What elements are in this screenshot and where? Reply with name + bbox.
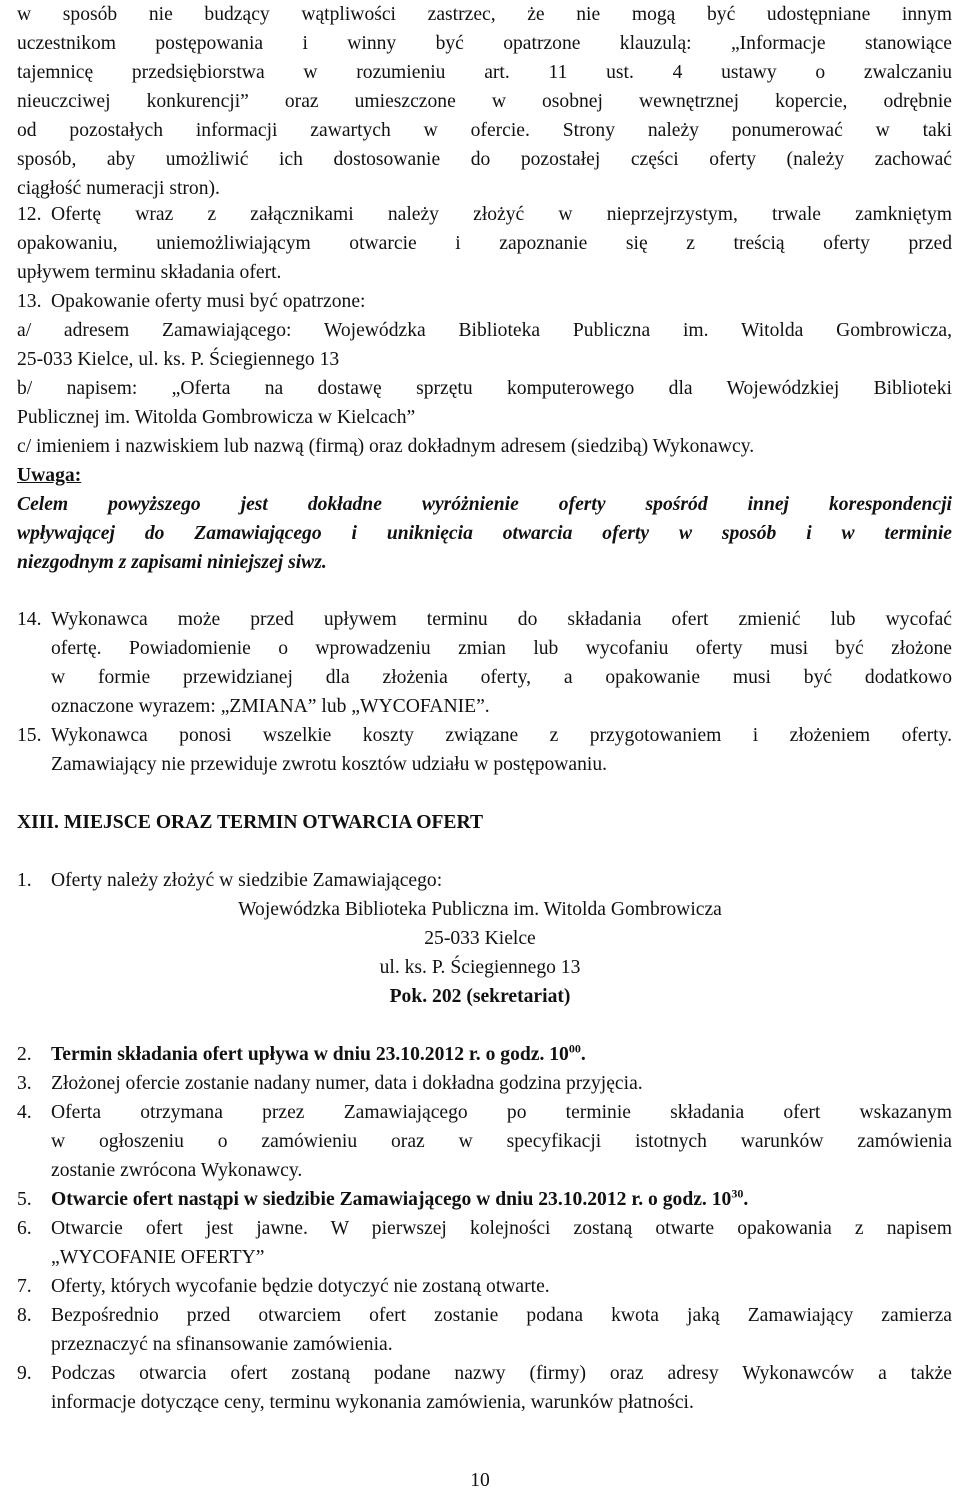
text-line: Wykonawca może przed upływem terminu do składania ofert zmienić lub wycofać	[51, 609, 952, 630]
text-line: nieuczciwej konkurencji” oraz umieszczone w osobnej wewnętrznej kopercie, odrębnie	[17, 91, 952, 112]
list-item-12	[17, 200, 952, 287]
text-line: Opakowanie oferty musi być opatrzone:	[51, 291, 366, 312]
period: .	[743, 1189, 749, 1210]
text-line: Zamawiający nie przewiduje zwrotu kosztów udziału w postępowaniu.	[51, 754, 608, 775]
room-line: Pok. 202 (sekretariat)	[389, 986, 571, 1007]
address-line: a/ adresem Zamawiającego: Wojewódzka Biblioteka Publiczna im. Witolda Gombrowicza,	[17, 320, 952, 341]
item-number: 14.	[17, 609, 42, 630]
text-line: Oferta otrzymana przez Zamawiającego po terminie składania ofert wskazanym	[51, 1102, 952, 1123]
item-number: 9.	[17, 1363, 32, 1384]
continued-paragraph	[17, 0, 952, 203]
text-line: informacje dotyczące ceny, terminu wykonania zamówienia, warunków płatności.	[51, 1392, 694, 1413]
item-number: 1.	[17, 870, 32, 891]
text-line: Oferty należy złożyć w siedzibie Zamawiającego:	[51, 870, 443, 891]
note-label: Uwaga:	[17, 465, 82, 486]
text-line: sposób, aby umożliwić ich dostosowanie do pozostałej części oferty (należy zachować	[17, 149, 952, 170]
item-number: 12.	[17, 204, 42, 225]
page-number: 10	[470, 1470, 490, 1491]
text-line: ciągłość numeracji stron).	[17, 178, 220, 199]
text-line: w ogłoszeniu o zamówieniu oraz w specyfikacji istotnych warunków zamówienia	[51, 1131, 952, 1152]
list-item-13	[17, 287, 952, 577]
text-line: w formie przewidzianej dla złożenia oferty, a opakowanie musi być dodatkowo	[51, 667, 952, 688]
note-line: Celem powyższego jest dokładne wyróżnienie oferty spośród innej korespondencji	[17, 494, 952, 515]
text-line: uczestnikom postępowania i winny być opatrzone klauzulą: „Informacje stanowiące	[17, 33, 952, 54]
item-number: 6.	[17, 1218, 32, 1239]
section-item-3	[17, 1069, 952, 1098]
time-minutes: 30	[731, 1186, 744, 1201]
label-line: Publicznej im. Witolda Gombrowicza w Kielcach”	[17, 407, 416, 428]
text-line: c/ imieniem i nazwiskiem lub nazwą (firmą) oraz dokładnym adresem (siedzibą) Wykonawcy.	[17, 436, 755, 457]
section-heading: XIII. MIEJSCE ORAZ TERMIN OTWARCIA OFERT	[17, 812, 484, 833]
address-line: 25-033 Kielce	[424, 928, 536, 949]
text-line: upływem terminu składania ofert.	[17, 262, 282, 283]
text-line: tajemnicę przedsiębiorstwa w rozumieniu art. 11 ust. 4 ustawy o zwalczaniu	[17, 62, 952, 83]
section-item-5	[17, 1185, 952, 1214]
list-item-15	[17, 721, 952, 779]
text-line: Bezpośrednio przed otwarciem ofert zostanie podana kwota jaką Zamawiający zamierza	[51, 1305, 952, 1326]
address-line: ul. ks. P. Ściegiennego 13	[379, 957, 581, 978]
text-line: ofertę. Powiadomienie o wprowadzeniu zmian lub wycofaniu oferty musi być złożone	[51, 638, 952, 659]
period: .	[580, 1044, 586, 1065]
address-line: Wojewódzka Biblioteka Publiczna im. Witolda Gombrowicza	[238, 899, 722, 920]
section-item-1	[17, 866, 952, 895]
text-line: Złożonej ofercie zostanie nadany numer, data i dokładna godzina przyjęcia.	[51, 1073, 643, 1094]
text-line: Oferty, których wycofanie będzie dotyczyć nie zostaną otwarte.	[51, 1276, 550, 1297]
text-line: od pozostałych informacji zawartych w ofercie. Strony należy ponumerować w taki	[17, 120, 952, 141]
section-item-2	[17, 1040, 952, 1069]
item-number: 8.	[17, 1305, 32, 1326]
item-number: 4.	[17, 1102, 32, 1123]
section-item-7	[17, 1272, 952, 1301]
text-line: opakowaniu, uniemożliwiającym otwarcie i zapoznanie się z treścią oferty przed	[17, 233, 952, 254]
text-line: oznaczone wyrazem: „ZMIANA” lub „WYCOFANIE”.	[51, 696, 490, 717]
text-line: Ofertę wraz z załącznikami należy złożyć w nieprzejrzystym, trwale zamkniętym	[51, 204, 952, 225]
item-number: 13.	[17, 291, 42, 312]
deadline-text: Termin składania ofert upływa w dniu 23.10.2012 r. o godz. 10	[51, 1044, 569, 1065]
item-number: 5.	[17, 1189, 32, 1210]
section-item-8	[17, 1301, 952, 1359]
item-number: 7.	[17, 1276, 32, 1297]
item-number: 3.	[17, 1073, 32, 1094]
section-item-4	[17, 1098, 952, 1185]
item-number: 15.	[17, 725, 42, 746]
text-line: Wykonawca ponosi wszelkie koszty związane z przygotowaniem i złożeniem oferty.	[51, 725, 952, 746]
label-line: b/ napisem: „Oferta na dostawę sprzętu komputerowego dla Wojewódzkiej Biblioteki	[17, 378, 952, 399]
time-minutes: 00	[568, 1041, 581, 1056]
address-line: 25-033 Kielce, ul. ks. P. Ściegiennego 13	[17, 349, 340, 370]
text-line: przeznaczyć na sfinansowanie zamówienia.	[51, 1334, 393, 1355]
section-item-9	[17, 1359, 952, 1417]
note-line: niezgodnym z zapisami niniejszej siwz.	[17, 552, 327, 573]
list-item-14	[17, 605, 952, 721]
text-line: Otwarcie ofert jest jawne. W pierwszej kolejności zostaną otwarte opakowania z napisem	[51, 1218, 952, 1239]
note-line: wpływającej do Zamawiającego i uniknięcia otwarcia oferty w sposób i w terminie	[17, 523, 952, 544]
opening-text: Otwarcie ofert nastąpi w siedzibie Zamawiającego w dniu 23.10.2012 r. o godz. 10	[51, 1189, 732, 1210]
text-line: „WYCOFANIE OFERTY”	[51, 1247, 265, 1268]
text-line: Podczas otwarcia ofert zostaną podane nazwy (firmy) oraz adresy Wykonawców a także	[51, 1363, 952, 1384]
section-item-6	[17, 1214, 952, 1272]
item-number: 2.	[17, 1044, 32, 1065]
text-line: zostanie zwrócona Wykonawcy.	[51, 1160, 303, 1181]
text-line: w sposób nie budzący wątpliwości zastrzec, że nie mogą być udostępniane innym	[17, 4, 952, 25]
